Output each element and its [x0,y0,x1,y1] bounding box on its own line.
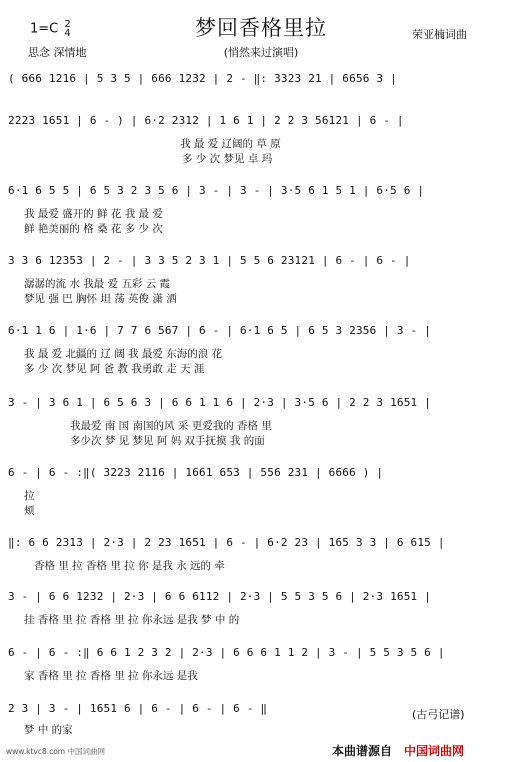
lyric-line: 多 少 次 梦见 阿 爸 教 我勇敢 走 天 涯 [24,363,205,375]
lyric-line: 香格 里 拉 香格 里 拉 你 是我 永 远的 牵 [34,560,225,572]
lyric-line: 我 最 爱 辽阔的 草 原 [180,138,281,150]
lyric-line: 挂 香格 里 拉 香格 里 拉 你永远 是我 梦 中 的 [24,614,240,626]
meter-bottom: 4 [64,28,71,39]
performer-subtitle: (悄然来过演唱) [223,46,299,59]
notation-line: 3 3 6 12353 | 2 - | 3 3 5 2 3 1 | 5 5 6 23121 | 6 - | 6 - | [8,254,411,267]
lyric-line: 拉 [24,490,35,502]
footer-credit [332,742,464,759]
notation-line: 2223 1651 | 6 - ) | 6·2 2312 | 1 6 1 | 2 2 3 56121 | 6 - | [8,114,404,127]
notation-line: 3 - | 3 6 1 | 6 5 6 3 | 6 6 1 1 6 | 2·3 | 3·5 6 | 2 2 3 1651 | [8,396,431,409]
notation-line: 6 - | 6 - :‖( 3223 2116 | 1661 653 | 556 231 | 6666 ) | [8,466,384,479]
notation-line: ‖: 6 6 2313 | 2·3 | 2 23 1651 | 6 - | 6·2 23 | 165 3 3 | 6 615 | [8,536,445,549]
lyric-line: 潺潺的流 水 我最 爱 五彩 云 霞 [24,278,171,290]
mood-marking: 思念 深情地 [28,46,87,59]
key-signature [30,20,71,38]
key-text: 1=C [30,21,59,37]
time-signature [64,20,70,38]
lyric-line: 梦 中 的家 [24,724,73,736]
lyric-line: 多 少 次 梦见 卓 玛 [182,153,273,165]
lyric-line: 鲜 艳美丽的 格 桑 花 多 少 次 [24,223,163,235]
meter-top: 2 [64,19,71,30]
footer-source-url: www.ktvc8.com 中国词曲网 [6,747,106,756]
notation-line: ( 666 1216 | 5 3 5 | 666 1232 | 2 - ‖: 3323 21 | 6656 3 | [8,72,397,85]
transcriber-note: (古弓记谱) [412,708,465,721]
notation-line: 6 - | 6 - :‖ 6 6 1 2 3 2 | 2·3 | 6 6 6 1 1 2 | 3 - | 5 5 3 5 6 | [8,646,445,659]
lyric-line: 颊 [24,505,35,517]
lyric-line: 家 香格 里 拉 香格 里 拉 你永远 是我 [24,670,198,682]
song-title: 梦回香格里拉 [195,16,327,40]
lyric-line: 我 最 爱 北疆的 辽 阔 我 最爱 东海的浪 花 [24,348,223,360]
lyric-line: 我 最爱 盛开的 鲜 花 我 最 爱 [24,208,163,220]
footer-credit-text: 本曲谱源自 [332,744,393,758]
lyric-line: 多少次 梦 见 梦见 阿 妈 双手抚摸 我 的面 [70,435,265,447]
footer-site-name: 中国词曲网 [404,744,465,758]
composer-credit: 荣亚楠词曲 [412,28,467,41]
notation-line: 6·1 1 6 | 1·6 | 7 7 6 567 | 6 - | 6·1 6 5 | 6 5 3 2356 | 3 - | [8,324,431,337]
notation-line: 2 3 | 3 - | 1651 6 | 6 - | 6 - | 6 - ‖ [8,702,268,715]
lyric-line: 梦见 强 巴 胸怀 坦 荡 英俊 潇 洒 [24,293,177,305]
notation-line: 6·1 6 5 5 | 6 5 3 2 3 5 6 | 3 - | 3 - | 3·5 6 1 5 1 | 6·5 6 | [8,184,425,197]
lyric-line: 我最爱 南 国 南国的风 采 更爱我的 香格 里 [70,420,272,432]
notation-line: 3 - | 6 6 1232 | 2·3 | 6 6 6112 | 2·3 | 5 5 3 5 6 | 2·3 1651 | [8,590,431,603]
